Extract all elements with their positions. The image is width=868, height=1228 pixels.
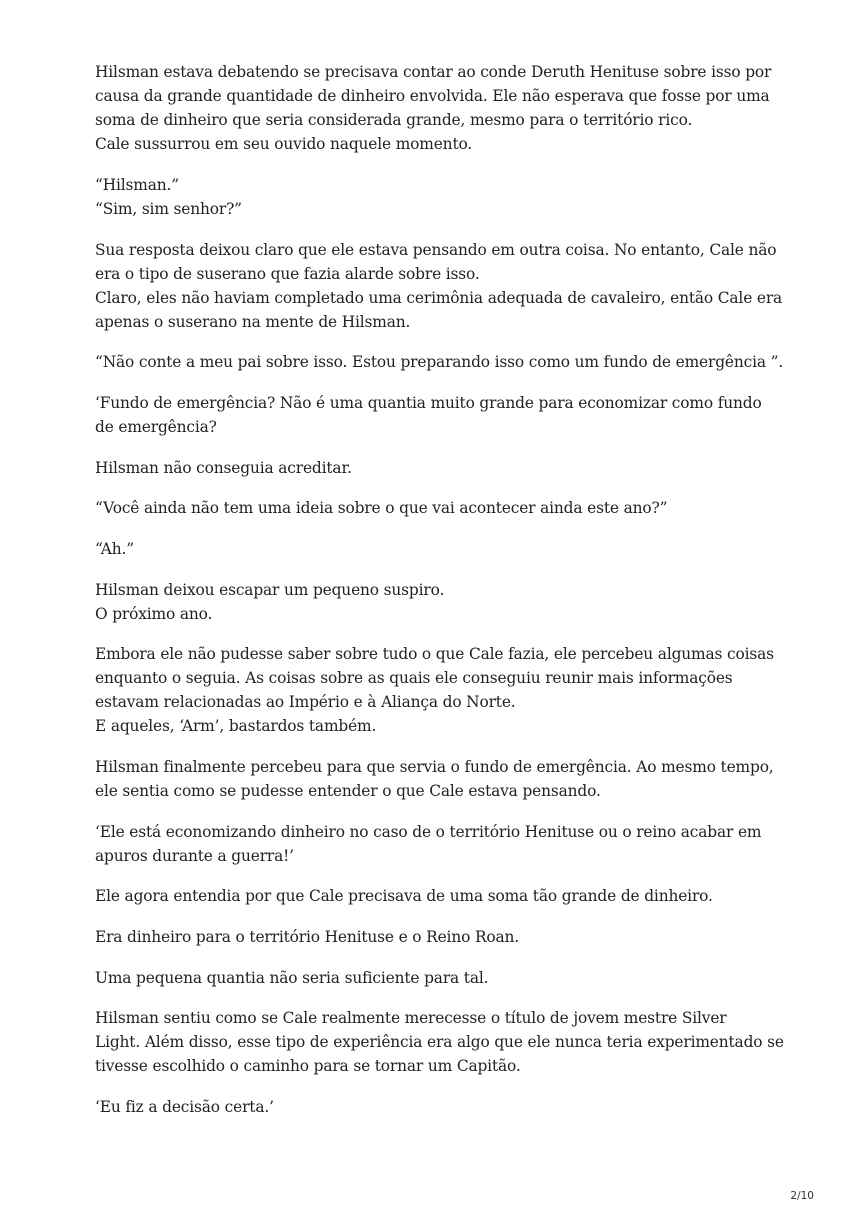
paragraph-1	[95, 60, 795, 156]
paragraph-10	[95, 642, 795, 738]
text-line: ‘Ele está economizando dinheiro no caso de o território Henituse ou o reino acabar em	[95, 822, 762, 841]
paragraph-7	[95, 496, 795, 520]
paragraph-4	[95, 350, 795, 374]
paragraph-3	[95, 238, 795, 334]
text-line: era o tipo de suserano que fazia alarde sobre isso.	[95, 264, 480, 283]
text-line: ele sentia como se pudesse entender o que Cale estava pensando.	[95, 782, 601, 801]
text-line: ‘Fundo de emergência? Não é uma quantia muito grande para economizar como fundo	[95, 394, 762, 413]
text-line: Embora ele não pudesse saber sobre tudo o que Cale fazia, ele percebeu algumas coisas	[95, 645, 774, 664]
paragraph-11	[95, 755, 795, 803]
text-line: soma de dinheiro que seria considerada grande, mesmo para o território rico.	[95, 111, 693, 130]
text-line: “Sim, sim senhor?”	[95, 199, 242, 218]
text-line: “Não conte a meu pai sobre isso. Estou preparando isso como um fundo de emergência ”.	[95, 353, 784, 372]
text-line: Uma pequena quantia não seria suficiente para tal.	[95, 968, 489, 987]
text-line: Claro, eles não haviam completado uma cerimônia adequada de cavaleiro, então Cale era	[95, 288, 783, 307]
text-line: enquanto o seguia. As coisas sobre as quais ele conseguiu reunir mais informações	[95, 669, 733, 688]
text-line: O próximo ano.	[95, 604, 213, 623]
text-line: Hilsman não conseguia acreditar.	[95, 458, 352, 477]
text-line: Sua resposta deixou claro que ele estava pensando em outra coisa. No entanto, Cale não	[95, 240, 777, 259]
text-line: apenas o suserano na mente de Hilsman.	[95, 312, 411, 331]
paragraph-12	[95, 820, 795, 868]
text-line: “Você ainda não tem uma ideia sobre o que vai acontecer ainda este ano?”	[95, 499, 668, 518]
text-line: E aqueles, ‘Arm’, bastardos também.	[95, 717, 377, 736]
text-line: Light. Além disso, esse tipo de experiência era algo que ele nunca teria experimentado se	[95, 1033, 784, 1052]
text-line: “Hilsman.”	[95, 175, 179, 194]
text-line: apuros durante a guerra!’	[95, 846, 294, 865]
text-line: Hilsman finalmente percebeu para que servia o fundo de emergência. Ao mesmo tempo,	[95, 758, 774, 777]
paragraph-13	[95, 884, 795, 908]
paragraph-17	[95, 1095, 795, 1119]
page-number: 2/10	[790, 1190, 814, 1202]
text-line: Era dinheiro para o território Henituse e o Reino Roan.	[95, 928, 520, 947]
paragraph-16	[95, 1006, 795, 1078]
text-line: tivesse escolhido o caminho para se tornar um Capitão.	[95, 1057, 521, 1076]
text-line: Hilsman sentiu como se Cale realmente merecesse o título de jovem mestre Silver	[95, 1009, 727, 1028]
text-line: de emergência?	[95, 418, 217, 437]
text-line: Ele agora entendia por que Cale precisava de uma soma tão grande de dinheiro.	[95, 887, 713, 906]
document-body	[95, 60, 795, 1136]
paragraph-15	[95, 966, 795, 990]
text-line: causa da grande quantidade de dinheiro envolvida. Ele não esperava que fosse por uma	[95, 87, 770, 106]
paragraph-8	[95, 537, 795, 561]
paragraph-6	[95, 456, 795, 480]
paragraph-9	[95, 578, 795, 626]
text-line: “Ah.”	[95, 539, 134, 558]
paragraph-5	[95, 391, 795, 439]
text-line: Hilsman estava debatendo se precisava contar ao conde Deruth Henituse sobre isso por	[95, 63, 772, 81]
text-line: ‘Eu fiz a decisão certa.’	[95, 1098, 274, 1116]
text-line: Cale sussurrou em seu ouvido naquele momento.	[95, 135, 473, 154]
text-line: Hilsman deixou escapar um pequeno suspiro.	[95, 580, 445, 599]
text-line: estavam relacionadas ao Império e à Aliança do Norte.	[95, 693, 516, 712]
paragraph-14	[95, 925, 795, 949]
paragraph-2	[95, 173, 795, 221]
